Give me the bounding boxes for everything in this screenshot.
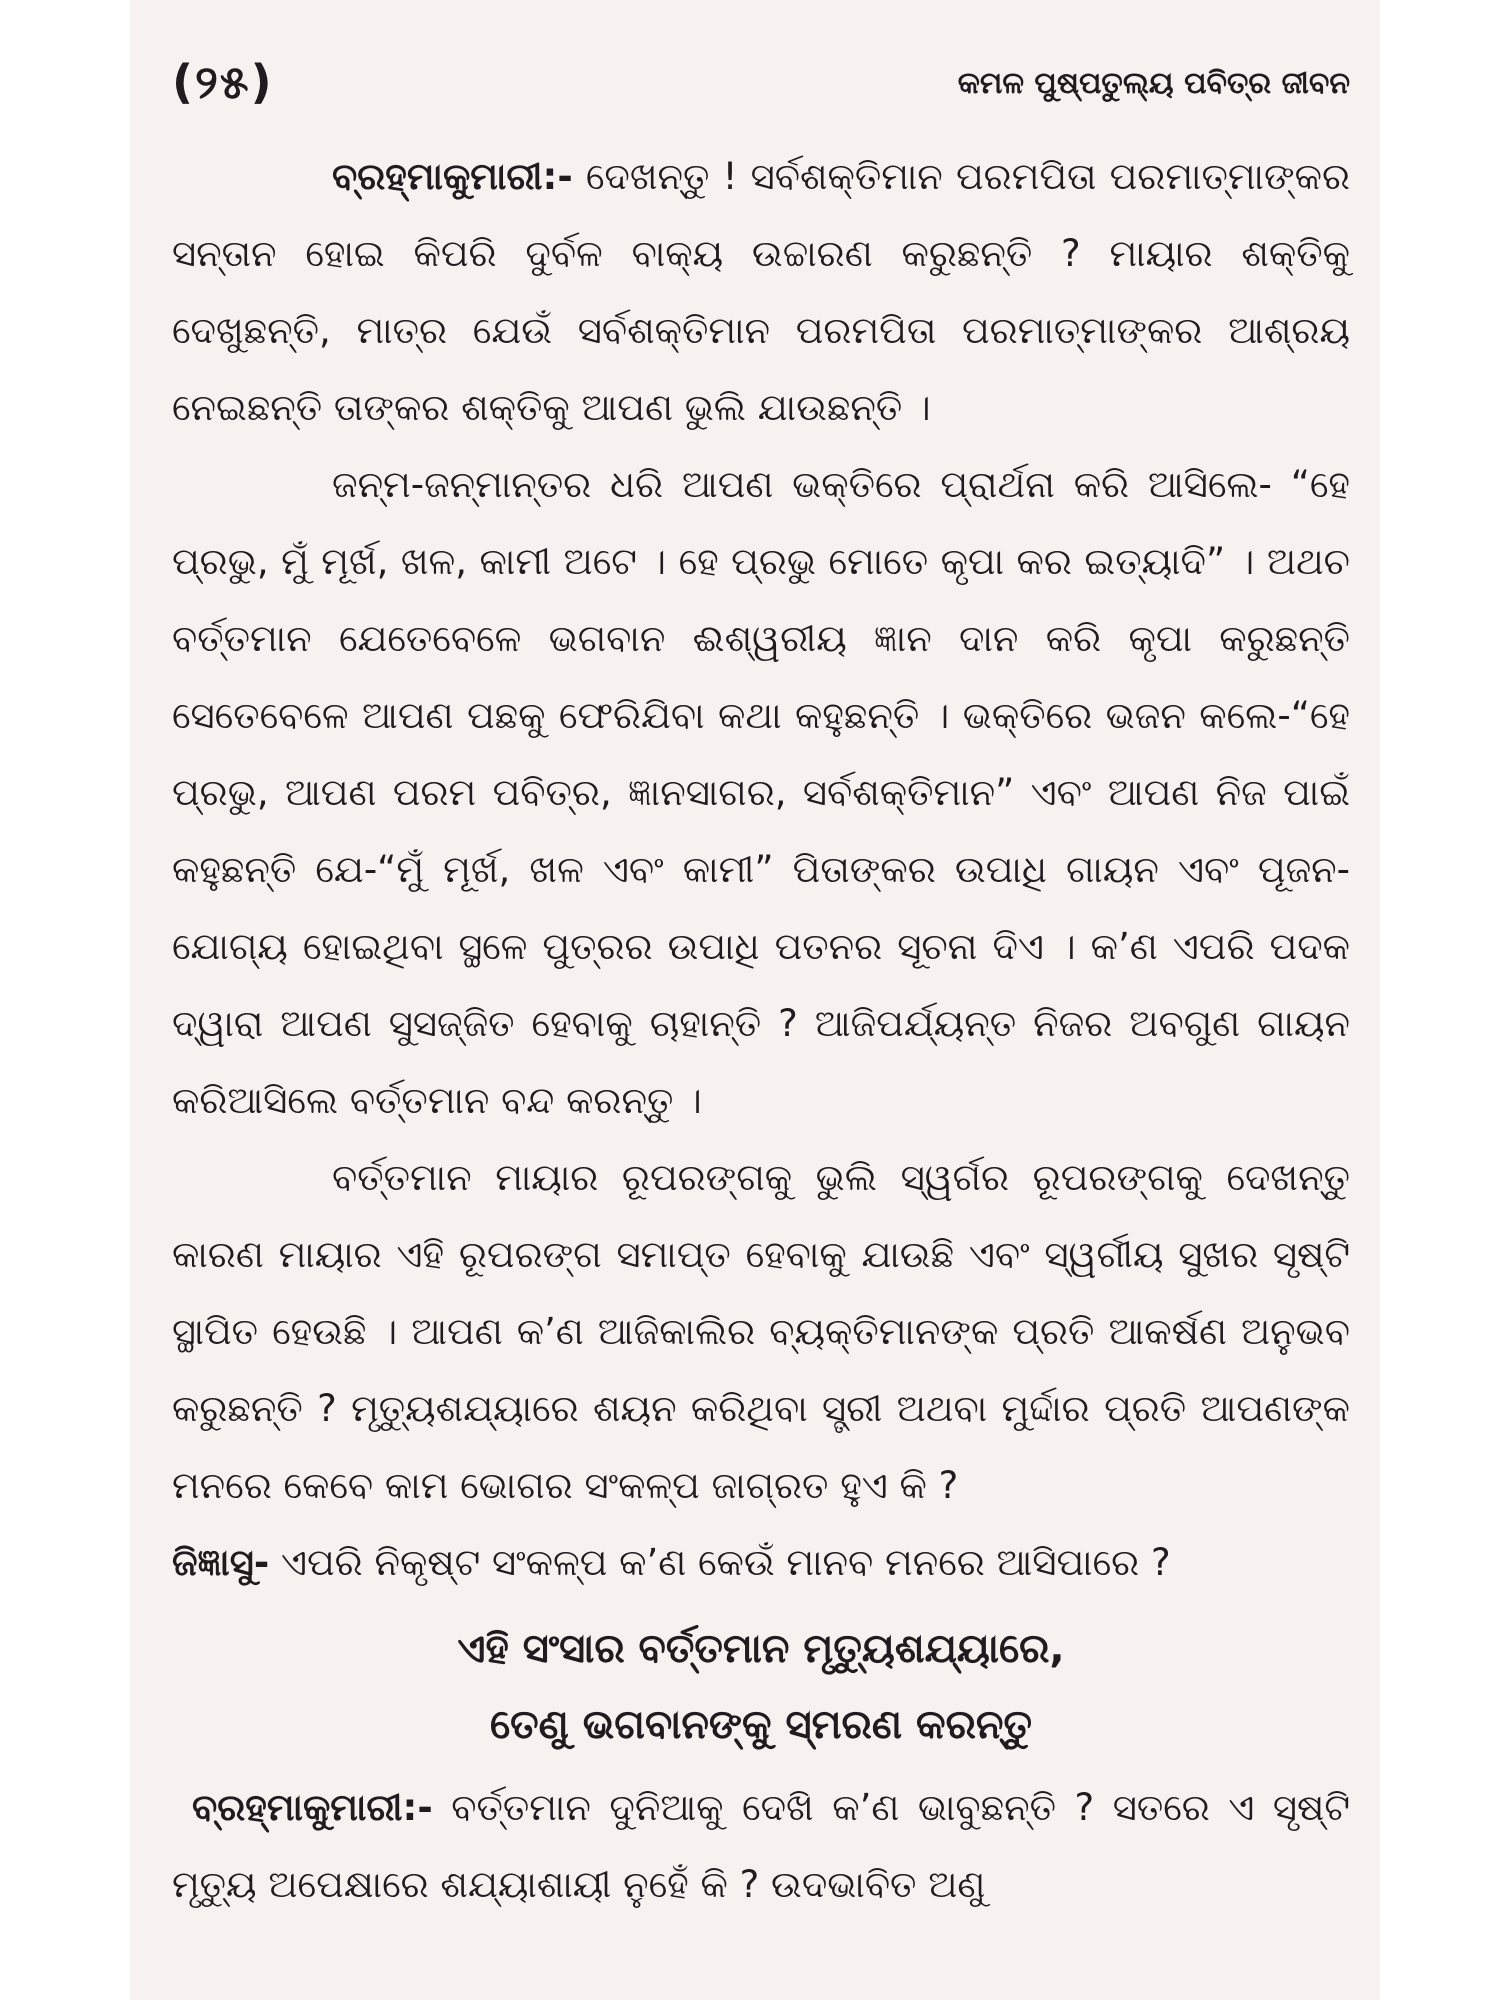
page-header: [172, 48, 1350, 118]
section-heading: [172, 1611, 1350, 1763]
paragraph-text: ଏପରି ନିକୃଷ୍ଟ ସଂକଳ୍ପ କ’ଣ କେଉଁ ମାନବ ମନରେ ଆସିପାରେ ?: [269, 1541, 1171, 1584]
section-heading-line-1: ଏହି ସଂସାର ବର୍ତ୍ତମାନ ମୃତ୍ୟୁଶଯ୍ୟାରେ,: [457, 1626, 1065, 1672]
paragraph-4: [172, 1524, 1350, 1601]
speaker-label: ଜିଜ୍ଞାସୁ-: [172, 1541, 270, 1584]
book-page: [130, 0, 1380, 2000]
section-heading-line-2: ତେଣୁ ଭଗବାନଙ୍କୁ ସ୍ମରଣ କରନ୍ତୁ: [490, 1702, 1032, 1748]
speaker-label: ବ୍ରହ୍ମାକୁମାରୀ:-: [332, 155, 573, 198]
page-number: (୨୫): [172, 55, 274, 109]
running-title: କମଳ ପୁଷ୍ପତୁଲ୍ୟ ପବିତ୍ର ଜୀବନ: [957, 65, 1350, 101]
paragraph-text: ଜନ୍ମ-ଜନ୍ମାନ୍ତର ଧରି ଆପଣ ଭକ୍ତିରେ ପ୍ରାର୍ଥନା କରି ଆସିଲେ- “ହେ ପ୍ରଭୁ, ମୁଁ ମୂର୍ଖ, ଖଳ, କାମୀ ଅଟେ । ହେ ପ୍ରଭୁ ମୋତେ କୃପା କର ଇତ୍ୟାଦି” । ଅଥଚ ବର୍ତ୍ତମାନ ଯେତେବେଳେ ଭଗବାନ ଈଶ୍ୱରୀୟ ଜ୍ଞାନ ଦାନ କରି କୃପା କରୁଛନ୍ତି ସେତେବେଳେ ଆପଣ ପଛକୁ ଫେରିଯିବା କଥା କହୁଛନ୍ତି । ଭକ୍ତିରେ ଭଜନ କଲେ-“ହେ ପ୍ରଭୁ, ଆପଣ ପରମ ପବିତ୍ର, ଜ୍ଞାନସାଗର, ସର୍ବଶକ୍ତିମାନ” ଏବଂ ଆପଣ ନିଜ ପାଇଁ କହୁଛନ୍ତି ଯେ-“ମୁଁ ମୂର୍ଖ, ଖଳ ଏବଂ କାମୀ” ପିତାଙ୍କର ଉପାଧି ଗାୟନ ଏବଂ ପୂଜନ-ଯୋଗ୍ୟ ହୋଇଥିବା ସ୍ଥଳେ ପୁତ୍ରର ଉପାଧି ପତନର ସୂଚନା ଦିଏ । କ’ଣ ଏପରି ପଦକ ଦ୍ୱାରା ଆପଣ ସୁସଜ୍ଜିତ ହେବାକୁ ଚାହାନ୍ତି ? ଆଜିପର୍ଯ୍ୟନ୍ତ ନିଜର ଅବଗୁଣ ଗାୟନ କରିଆସିଲେ ବର୍ତ୍ତମାନ ବନ୍ଦ କରନ୍ତୁ ।: [172, 463, 1350, 1122]
paragraph-text: ବର୍ତ୍ତମାନ ମାୟାର ରୂପରଙ୍ଗକୁ ଭୁଲି ସ୍ୱର୍ଗର ରୂପରଙ୍ଗକୁ ଦେଖନ୍ତୁ କାରଣ ମାୟାର ଏହି ରୂପରଙ୍ଗ ସମାପ୍ତ ହେବାକୁ ଯାଉଛି ଏବଂ ସ୍ୱର୍ଗୀୟ ସୁଖର ସୃଷ୍ଟି ସ୍ଥାପିତ ହେଉଛି । ଆପଣ କ’ଣ ଆଜିକାଲିର ବ୍ୟକ୍ତିମାନଙ୍କ ପ୍ରତି ଆକର୍ଷଣ ଅନୁଭବ କରୁଛନ୍ତି ? ମୃତ୍ୟୁଶଯ୍ୟାରେ ଶୟନ କରିଥିବା ସ୍ତ୍ରୀ ଅଥବା ମୁର୍ଦ୍ଦାର ପ୍ରତି ଆପଣଙ୍କ ମନରେ କେବେ କାମ ଭୋଗର ସଂକଳ୍ପ ଜାଗ୍ରତ ହୁଏ କି ?: [172, 1156, 1350, 1507]
speaker-label: ବ୍ରହ୍ମାକୁମାରୀ:-: [192, 1786, 433, 1829]
paragraph-2: [172, 446, 1350, 1139]
paragraph-1: [172, 138, 1350, 446]
page-body: [172, 138, 1350, 1923]
paragraph-3: [172, 1139, 1350, 1524]
paragraph-text: ଦେଖନ୍ତୁ ! ସର୍ବଶକ୍ତିମାନ ପରମପିତା ପରମାତ୍ମାଙ୍କର ସନ୍ତାନ ହୋଇ କିପରି ଦୁର୍ବଳ ବାକ୍ୟ ଉଚ୍ଚାରଣ କରୁଛନ୍ତି ? ମାୟାର ଶକ୍ତିକୁ ଦେଖୁଛନ୍ତି, ମାତ୍ର ଯେଉଁ ସର୍ବଶକ୍ତିମାନ ପରମପିତା ପରମାତ୍ମାଙ୍କର ଆଶ୍ରୟ ନେଇଛନ୍ତି ତାଙ୍କର ଶକ୍ତିକୁ ଆପଣ ଭୁଲି ଯାଉଛନ୍ତି ।: [172, 155, 1350, 429]
paragraph-text: ବର୍ତ୍ତମାନ ଦୁନିଆକୁ ଦେଖି କ’ଣ ଭାବୁଛନ୍ତି ? ସତରେ ଏ ସୃଷ୍ଟି ମୃତ୍ୟୁ ଅପେକ୍ଷାରେ ଶଯ୍ୟାଶାୟୀ ନୁହେଁ କି ? ଉଦଭାବିତ ଅଣୁ: [172, 1786, 1350, 1906]
paragraph-5: [172, 1769, 1350, 1923]
